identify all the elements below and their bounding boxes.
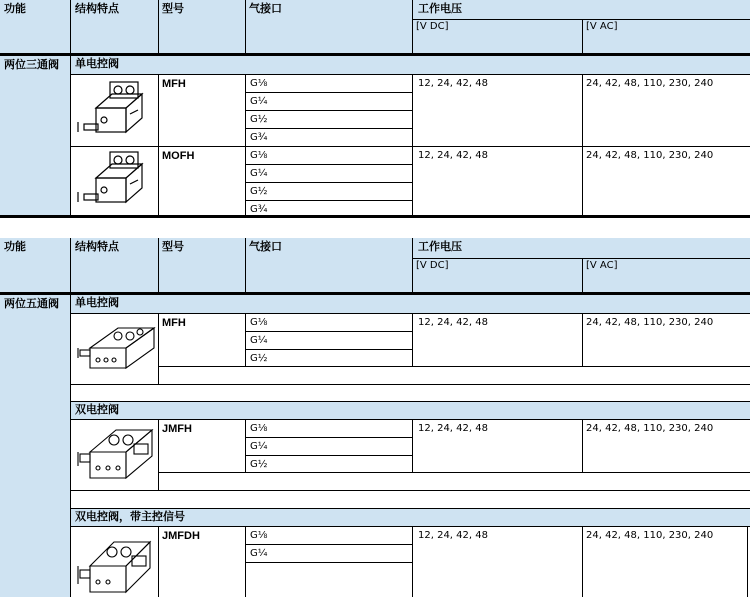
port-cell: G⅛ (250, 530, 268, 541)
model-cell: MOFH (162, 150, 195, 162)
vac-cell: 24, 42, 48, 110, 230, 240 (586, 150, 714, 161)
port-cell: G¾ (250, 204, 268, 215)
model-cell: MFH (162, 78, 186, 90)
valve-image-3-2-single (74, 80, 154, 142)
vdc-cell: 12, 24, 42, 48 (418, 78, 488, 89)
port-cell: G⅛ (250, 423, 268, 434)
port-cell: G¼ (250, 168, 268, 179)
header-voltage: 工作电压 (418, 241, 462, 253)
header-vdc: [V DC] (416, 21, 449, 32)
vdc-cell: 12, 24, 42, 48 (418, 423, 488, 434)
port-cell: G½ (250, 186, 268, 197)
port-cell: G⅛ (250, 150, 268, 161)
vdc-cell: 12, 24, 42, 48 (418, 317, 488, 328)
header-port: 气接口 (249, 241, 282, 253)
port-cell: G¼ (250, 548, 268, 559)
port-cell: G⅛ (250, 317, 268, 328)
vdc-cell: 12, 24, 42, 48 (418, 150, 488, 161)
header-vac: [V AC] (586, 260, 618, 271)
valve-image-5-2-double (74, 422, 156, 488)
vac-cell: 24, 42, 48, 110, 230, 240 (586, 317, 714, 328)
valve-image-5-2-double-pilot (74, 530, 156, 596)
function-cell (0, 295, 70, 597)
port-cell: G½ (250, 459, 268, 470)
vdc-cell: 12, 24, 42, 48 (418, 530, 488, 541)
header-model: 型号 (162, 241, 184, 253)
function-label: 两位五通阀 (4, 298, 59, 310)
group-label: 双电控阀 (75, 404, 119, 416)
group-label: 双电控阀，带主控信号 (75, 511, 185, 523)
port-cell: G¼ (250, 441, 268, 452)
port-cell: G½ (250, 114, 268, 125)
valve-image-3-2-single (74, 150, 154, 212)
header-structure: 结构特点 (75, 3, 119, 15)
vac-cell: 24, 42, 48, 110, 230, 240 (586, 423, 714, 434)
group-row (71, 56, 750, 74)
header-vac: [V AC] (586, 21, 618, 32)
header-function: 功能 (4, 3, 26, 15)
header-port: 气接口 (249, 3, 282, 15)
port-cell: G¾ (250, 132, 268, 143)
header-model: 型号 (162, 3, 184, 15)
header-function: 功能 (4, 241, 26, 253)
function-cell (0, 56, 70, 216)
vac-cell: 24, 42, 48, 110, 230, 240 (586, 78, 714, 89)
port-cell: G½ (250, 353, 268, 364)
header-structure: 结构特点 (75, 241, 119, 253)
header-voltage: 工作电压 (418, 3, 462, 15)
group-label: 单电控阀 (75, 58, 119, 70)
port-cell: G¼ (250, 96, 268, 107)
group-row (71, 295, 750, 313)
port-cell: G⅛ (250, 78, 268, 89)
group-row (71, 402, 750, 419)
model-cell: MFH (162, 317, 186, 329)
model-cell: JMFH (162, 423, 192, 435)
model-cell: JMFDH (162, 530, 200, 542)
vac-cell: 24, 42, 48, 110, 230, 240 (586, 530, 714, 541)
function-label: 两位三通阀 (4, 59, 59, 71)
header-vdc: [V DC] (416, 260, 449, 271)
port-cell: G¼ (250, 335, 268, 346)
group-label: 单电控阀 (75, 297, 119, 309)
valve-image-5-2-single (74, 318, 156, 380)
